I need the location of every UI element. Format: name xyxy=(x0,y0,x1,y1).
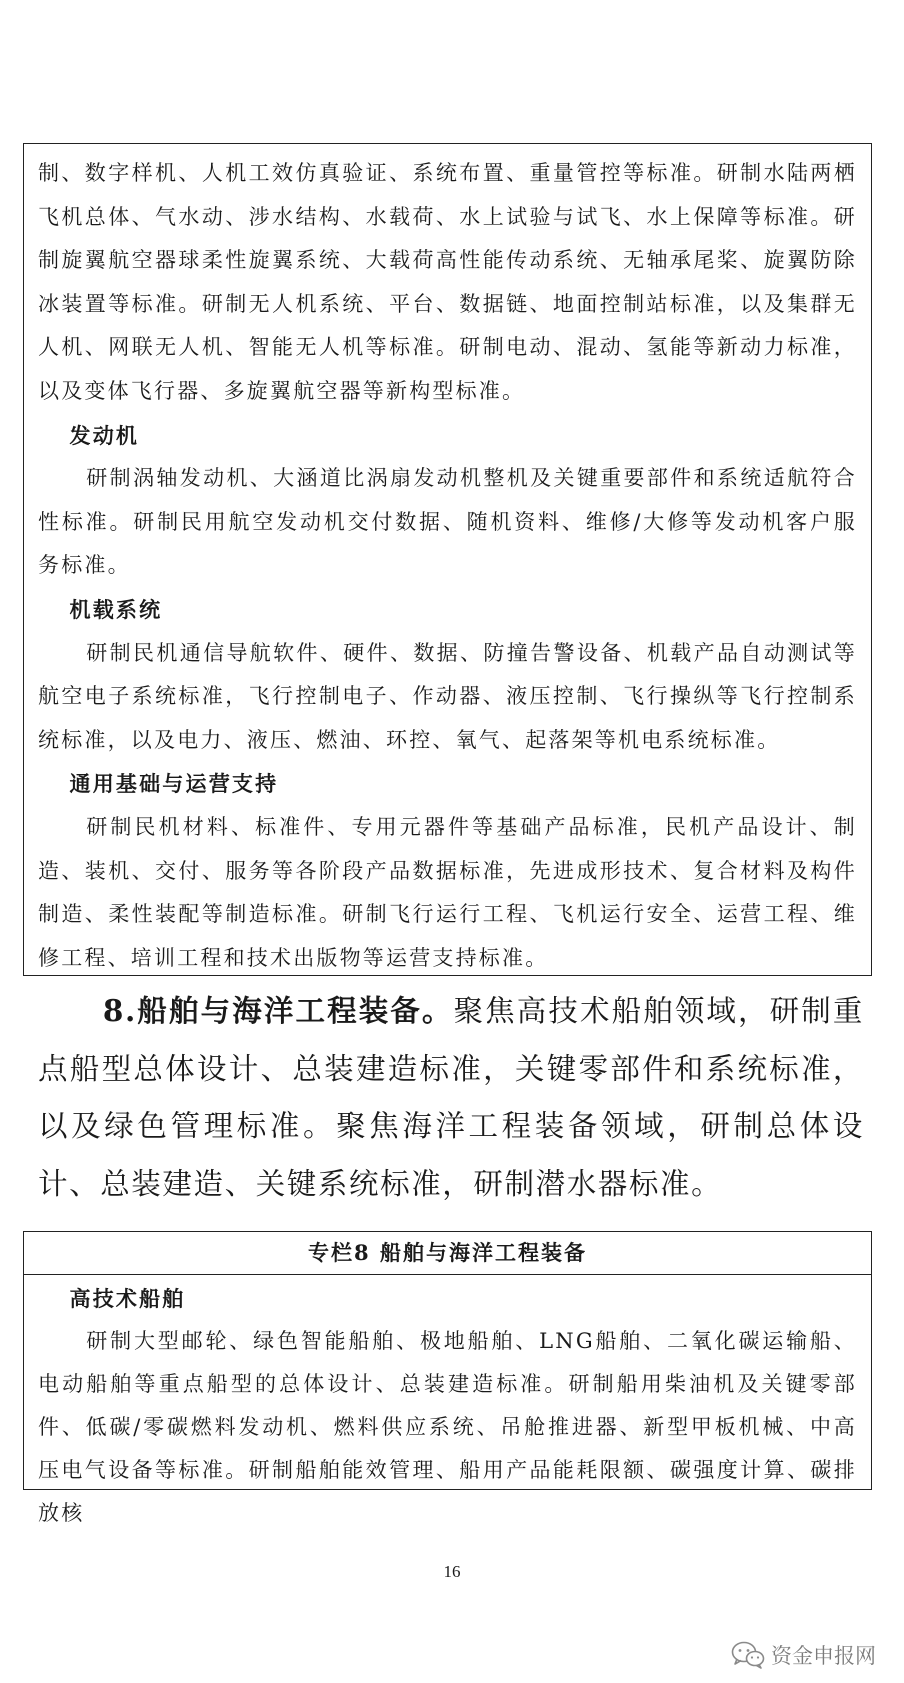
column-box-aviation xyxy=(23,143,872,976)
paragraph-airborne-systems: 研制民机通信导航软件、硬件、数据、防撞告警设备、机载产品自动测试等航空电子系统标准，飞行控制电子、作动器、液压控制、飞行操纵等飞行控制系统标准，以及电力、液压、燃油、环控、氧气、起落架等机电系统标准。 xyxy=(38,640,857,752)
subheading-general-support: 通用基础与运营支持 xyxy=(69,771,279,797)
watermark-text: 资金申报网 xyxy=(771,1644,876,1668)
subheading-engine: 发动机 xyxy=(69,422,140,448)
wechat-icon xyxy=(731,1641,765,1669)
section-8-paragraph xyxy=(38,982,864,1213)
paragraph-airframe: 制、数字样机、人机工效仿真验证、系统布置、重量管控等标准。研制水陆两栖飞机总体、气水动、涉水结构、水载荷、水上试验与试飞、水上保障等标准。研制旋翼航空器球柔性旋翼系统、大载荷高性能传动系统、无轴承尾桨、旋翼防除冰装置等标准。研制无人机系统、平台、数据链、地面控制站标准，以及集群无人机、网联无人机、智能无人机等标准。研制电动、混动、氢能等新动力标准，以及变体飞行器、多旋翼航空器等新构型标准。 xyxy=(38,161,857,403)
paragraph-high-tech-ships: 研制大型邮轮、绿色智能船舶、极地船舶、LNG船舶、二氧化碳运输船、电动船舶等重点船型的总体设计、总装建造标准。研制船用柴油机及关键零部件、低碳/零碳燃料发动机、燃料供应系统、吊舱推进器、新型甲板机械、中高压电气设备等标准。研制船舶能效管理、船用产品能耗限额、碳强度计算、碳排放核 xyxy=(38,1329,857,1525)
column-title: 专栏8 船舶与海洋工程装备 xyxy=(24,1232,871,1275)
column-box-shipbuilding xyxy=(23,1231,872,1525)
subheading-airborne-systems: 机载系统 xyxy=(69,596,163,622)
paragraph-general-support: 研制民机材料、标准件、专用元器件等基础产品标准，民机产品设计、制造、装机、交付、服务等各阶段产品数据标准，先进成形技术、复合材料及构件制造、柔性装配等制造标准。研制飞行运行工程、飞机运行安全、运营工程、维修工程、培训工程和技术出版物等运营支持标准。 xyxy=(38,814,857,970)
page-number: 16 xyxy=(443,1562,461,1581)
watermark xyxy=(731,1640,876,1670)
column-body xyxy=(24,1275,871,1535)
paragraph-engine: 研制涡轴发动机、大涵道比涡扇发动机整机及关键重要部件和系统适航符合性标准。研制民用航空发动机交付数据、随机资料、维修/大修等发动机客户服务标准。 xyxy=(38,466,857,578)
section-text: 聚焦高技术船舶领域，研制重点船型总体设计、总装建造标准，关键零部件和系统标准，以及绿色管理标准。聚焦海洋工程装备领域，研制总体设计、总装建造、关键系统标准，研制潜水器标准。 xyxy=(38,994,864,1201)
section-number: 8. xyxy=(102,993,137,1028)
subheading-high-tech-ships: 高技术船舶 xyxy=(69,1286,186,1311)
section-heading: 船舶与海洋工程装备。 xyxy=(136,993,454,1028)
